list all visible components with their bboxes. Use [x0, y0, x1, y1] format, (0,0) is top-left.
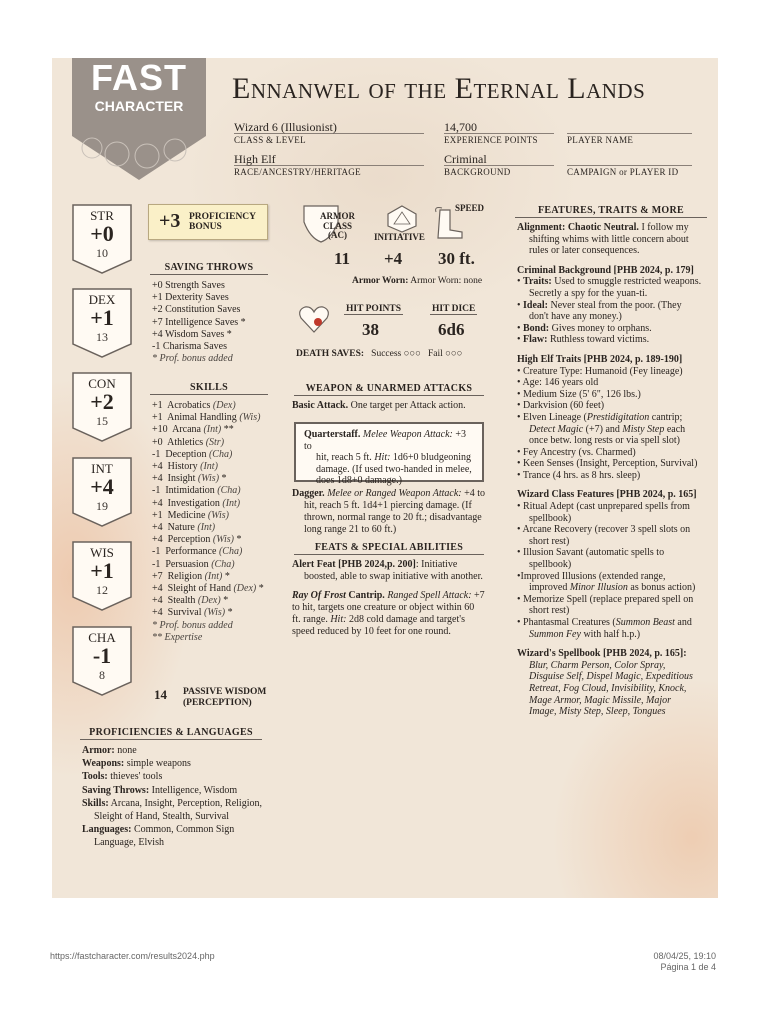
death-saves: DEATH SAVES: Success ○○○ Fail ○○○	[296, 349, 463, 359]
class-level-value: Wizard 6 (Illusionist)	[234, 120, 424, 134]
ability-int: INT +4 19	[72, 457, 132, 527]
character-name: Ennanwel of the Eternal Lands	[232, 72, 646, 105]
ac-value: 11	[334, 249, 351, 268]
high-elf-traits-heading: High Elf Traits [PHB 2024, p. 189-190]	[517, 353, 683, 365]
footer-date: 08/04/25, 19:10	[653, 951, 716, 961]
features-heading: FEATURES, TRAITS & MORE	[515, 205, 707, 218]
alert-feat: Alert Feat [PHB 2024,p. 200]: Initiative boosted, able to swap initiative with another.	[292, 559, 483, 582]
hit-dice-value: 6d6	[438, 320, 465, 339]
features-list: Alignment: Chaotic Neutral. I follow my shifting whims with little concern about rules or later consequences. Criminal Background [PHB 2024, p. 179] • Traits: Used to smuggle restricted weapons. Secretly a spy for the yuan-ti. • Ideal: Never steal from the poor. (They don't have any money.) • Bond: Gives money to orphans. • Flaw: Ruthless toward victims. High Elf Traits [PHB 2024, p. 189-190] • Creature Type: Humanoid (Fey lineage) • Age: 146 years old • Medium Size (5' 6", 126 lbs.) • Darkvision (60 feet) • Elven Lineage (Prestidigitation cantrip; Detect Magic (+7) and Misty Step each once betw. long rests or via spell slot) • Fey Ancestry (vs. Charmed) • Keen Senses (Insight, Perception, Survival) • Trance (4 hrs. as 8 hrs. sleep) Wizard Class Features [PHB 2024, p. 165] • Ritual Adept (cast unprepared spells from spellbook) • Arcane Recovery (recover 3 spell slots on short rest) • Illusion Savant (automatic spells to spellbook) •Improved Illusions (extended range, improved Minor Illusion as bonus action) • Memorize Spell (replace prepared spell on short rest) • Phantasmal Creatures (Summon Beast and Summon Fey with half h.p.) Wizard's Spellbook [PHB 2024, p. 165]: Blur, Charm Person, Color Spray, Disguise Self, Dispel Magic, Expeditious Retreat, Fog Cloud, Invisibility, Knock, Mage Armor, Magic Missile, Major Image, Misty Step, Sleep, Tongues	[517, 222, 707, 718]
background-value: Criminal	[444, 152, 554, 166]
xp-field	[444, 120, 554, 145]
skills-heading: SKILLS	[150, 382, 268, 395]
criminal-background-heading: Criminal Background [PHB 2024, p. 179]	[517, 264, 694, 276]
dagger-attack: Dagger. Melee or Ranged Weapon Attack: +4 to hit, reach 5 ft. 1d4+1 piercing damage. (If thrown, normal range to 20 ft.; disadvantage long range 21 to 60 ft.)	[292, 488, 486, 535]
footer-page: Página 1 de 4	[660, 962, 716, 972]
xp-value: 14,700	[444, 120, 554, 134]
background-field	[444, 152, 554, 177]
skill-item: +4 Survival (Wis) *	[152, 607, 233, 619]
hit-points-value: 38	[362, 320, 379, 339]
armor-worn: Armor Worn: Armor Worn: none	[352, 276, 483, 286]
saving-throw-note: * Prof. bonus added	[152, 353, 233, 365]
saving-throw-item: +1 Dexterity Saves	[152, 292, 229, 304]
saving-throw-item: +4 Wisdom Saves *	[152, 328, 232, 340]
skill-item: +4 Stealth (Dex) *	[152, 595, 229, 607]
proficiency-bonus-box	[148, 204, 268, 240]
skill-item: +4 Nature (Int)	[152, 522, 216, 534]
skill-item: +4 Insight (Wis) *	[152, 473, 227, 485]
speed-value: 30 ft.	[438, 249, 475, 268]
campaign-field	[567, 152, 692, 177]
saving-throw-item: +2 Constitution Saves	[152, 304, 241, 316]
xp-label: EXPERIENCE POINTS	[444, 135, 538, 145]
ability-dex: DEX +1 13	[72, 288, 132, 358]
proficiency-bonus-label: PROFICIENCY BONUS	[189, 212, 257, 232]
skills-note: * Prof. bonus added	[152, 619, 233, 631]
saving-throws-heading: SAVING THROWS	[150, 262, 268, 275]
skill-item: +1 Animal Handling (Wis)	[152, 412, 261, 424]
skill-item: -1 Persuasion (Cha)	[152, 558, 235, 570]
skill-item: +10 Arcana (Int) **	[152, 424, 234, 436]
ray-of-frost: Ray Of Frost Cantrip. Ranged Spell Attack: +7 to hit, targets one creature or object within 60 ft. range. Hit: 2d8 cold damage and target's speed reduced by 10 feet for one round.	[292, 590, 485, 637]
fast-character-logo	[72, 58, 206, 180]
speed-label: SPEED	[455, 203, 485, 213]
skill-item: +4 Perception (Wis) *	[152, 534, 242, 546]
ac-label: ARMOR CLASS (AC)	[320, 211, 355, 240]
logo-line1: FAST	[90, 58, 187, 98]
skill-item: +1 Medicine (Wis)	[152, 509, 230, 521]
player-name-label: PLAYER NAME	[567, 135, 634, 145]
heart-hit-points-icon	[298, 304, 330, 334]
footer-url[interactable]: https://fastcharacter.com/results2024.php	[50, 951, 215, 961]
initiative-label: INITIATIVE	[374, 232, 425, 242]
wizard-class-features-heading: Wizard Class Features [PHB 2024, p. 165]	[517, 489, 697, 501]
hit-points-label: HIT POINTS	[346, 304, 401, 314]
skills-note: ** Expertise	[152, 631, 203, 643]
ability-str: STR +0 10	[72, 204, 132, 274]
proficiencies-heading: PROFICIENCIES & LANGUAGES	[80, 727, 262, 740]
class-level-field	[234, 120, 424, 145]
death-fail-circles: ○○○	[445, 349, 463, 359]
skills-list	[152, 400, 264, 644]
skill-item: +4 Investigation (Int)	[152, 497, 241, 509]
skill-item: +1 Acrobatics (Dex)	[152, 400, 236, 411]
race-field	[234, 152, 424, 177]
skill-item: -1 Deception (Cha)	[152, 448, 233, 460]
saving-throw-item: +7 Intelligence Saves *	[152, 316, 246, 328]
skill-item: +4 History (Int)	[152, 461, 218, 473]
passive-wisdom-value: 14	[154, 687, 167, 702]
class-level-label: CLASS & LEVEL	[234, 135, 306, 145]
skill-item: -1 Performance (Cha)	[152, 546, 243, 558]
feats-heading: FEATS & SPECIAL ABILITIES	[294, 542, 484, 555]
saving-throw-item: +0 Strength Saves	[152, 280, 225, 291]
ability-con: CON +2 15	[72, 372, 132, 442]
skill-item: +0 Athletics (Str)	[152, 436, 225, 448]
race-label: RACE/ANCESTRY/HERITAGE	[234, 167, 361, 177]
d20-initiative-icon	[386, 204, 418, 234]
campaign-label: CAMPAIGN or PLAYER ID	[567, 167, 679, 177]
ability-wis: WIS +1 12	[72, 541, 132, 611]
race-value: High Elf	[234, 152, 424, 166]
quarterstaff-attack-box: Quarterstaff. Melee Weapon Attack: +3 to hit, reach 5 ft. Hit: 1d6+0 bludgeoning damage. (If used two-handed in melee, does 1d8+0 damage.)	[294, 422, 484, 482]
spellbook-heading: Wizard's Spellbook [PHB 2024, p. 165]:	[517, 648, 687, 660]
basic-attack: Basic Attack. One target per Attack action.	[292, 400, 466, 411]
saving-throw-item: -1 Charisma Saves	[152, 341, 227, 353]
hit-dice-label: HIT DICE	[432, 304, 476, 314]
proficiencies-list: Armor: none Weapons: simple weapons Tools: thieves' tools Saving Throws: Intelligence, Wisdom Skills: Arcana, Insight, Perception, Religion, Sleight of Hand, Stealth, Survival Languages: Common, Common Sign Language, Elvish	[82, 745, 262, 849]
proficiency-bonus-value: +3	[159, 210, 181, 232]
skill-item: -1 Intimidation (Cha)	[152, 485, 241, 497]
ability-cha: CHA -1 8	[72, 626, 132, 696]
player-name-field	[567, 120, 692, 145]
death-success-circles: ○○○	[403, 349, 421, 359]
skill-item: +4 Sleight of Hand (Dex) *	[152, 583, 264, 595]
logo-line2: CHARACTER	[94, 98, 184, 114]
initiative-value: +4	[384, 249, 403, 268]
background-label: BACKGROUND	[444, 167, 511, 177]
attacks-heading: WEAPON & UNARMED ATTACKS	[294, 383, 484, 396]
saving-throws-list	[152, 280, 246, 365]
passive-wisdom-label: PASSIVE WISDOM (PERCEPTION)	[183, 687, 267, 708]
skill-item: +7 Religion (Int) *	[152, 570, 230, 582]
character-sheet	[52, 58, 718, 898]
